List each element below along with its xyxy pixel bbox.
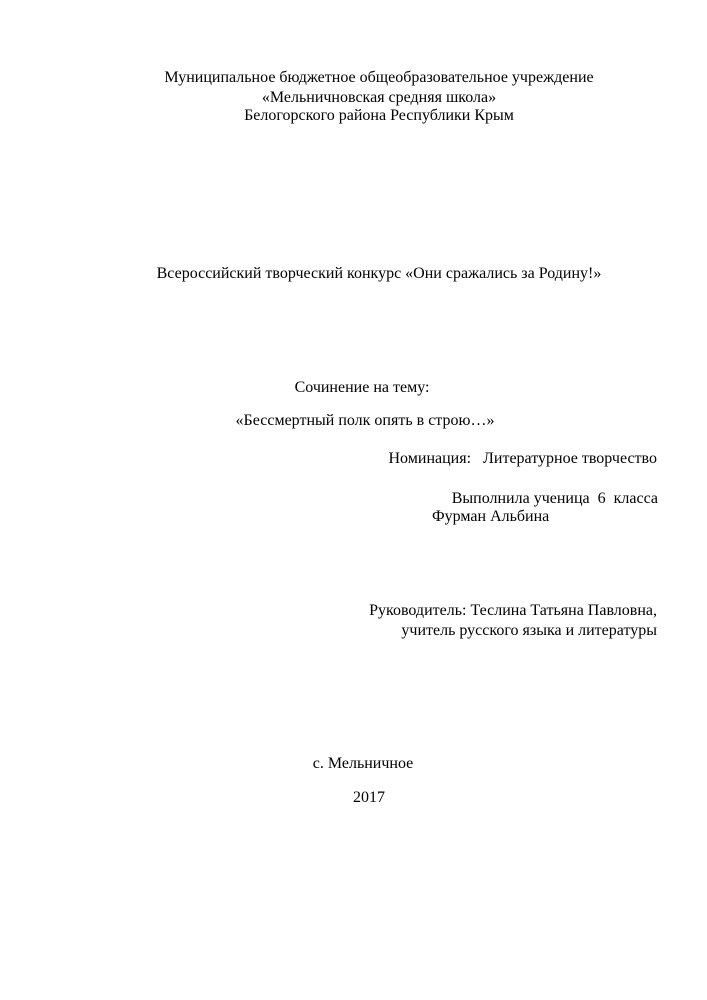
supervisor-title-line: учитель русского языка и литературы [401, 622, 657, 639]
institution-name-line-1: Муниципальное бюджетное общеобразовательное учреждение [164, 69, 594, 86]
institution-name-line-2: «Мельничновская средняя школа» [261, 89, 497, 106]
essay-type-label: Сочинение на тему: [294, 379, 430, 396]
year-line: 2017 [353, 789, 385, 806]
essay-title: «Бессмертный полк опять в строю…» [235, 412, 495, 429]
supervisor-name-line: Руководитель: Теслина Татьяна Павловна, [369, 602, 657, 619]
contest-title: Всероссийский творческий конкурс «Они сражались за Родину!» [156, 265, 602, 282]
nomination-line: Номинация: Литературное творчество [388, 450, 657, 467]
location-line: с. Мельничное [312, 755, 414, 772]
institution-name-line-3: Белогорского района Республики Крым [244, 107, 514, 124]
author-role-line: Выполнила ученица 6 класса [451, 490, 658, 507]
author-name-line: Фурман Альбина [432, 508, 550, 525]
